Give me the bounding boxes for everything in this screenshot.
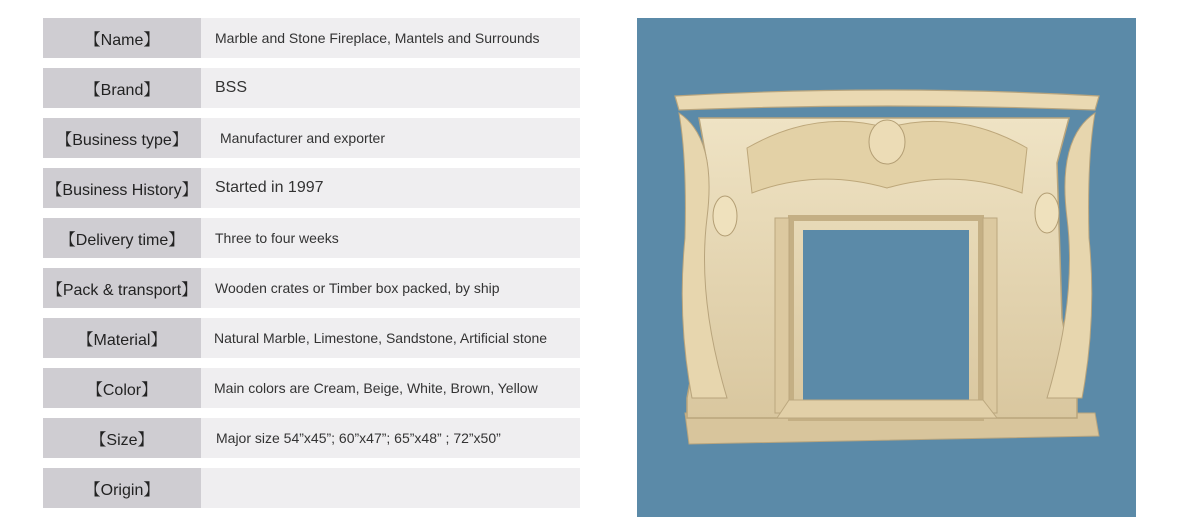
spec-row-business-type xyxy=(43,118,580,158)
spec-label: 【Material】 xyxy=(43,318,201,358)
left-pilaster xyxy=(775,218,789,413)
spec-row-size xyxy=(43,418,580,458)
spec-value: Manufacturer and exporter xyxy=(201,118,580,158)
spec-value: Major size 54”x45”; 60”x47”; 65”x48” ; 72”x50” xyxy=(201,418,580,458)
spec-label: 【Brand】 xyxy=(43,68,201,108)
spec-table xyxy=(43,18,580,518)
hearth xyxy=(777,400,997,418)
spec-row-business-history xyxy=(43,168,580,208)
spec-label: 【Business History】 xyxy=(43,168,201,208)
spec-label: 【Size】 xyxy=(43,418,201,458)
right-medallion xyxy=(1035,193,1059,233)
spec-row-origin xyxy=(43,468,580,508)
spec-value xyxy=(201,468,580,508)
spec-label: 【Business type】 xyxy=(43,118,201,158)
product-photo xyxy=(637,18,1136,517)
firebox-opening xyxy=(803,230,969,402)
spec-value: Started in 1997 xyxy=(201,168,580,208)
cartouche-face xyxy=(869,120,905,164)
spec-value: Marble and Stone Fireplace, Mantels and Surrounds xyxy=(201,18,580,58)
spec-row-delivery-time xyxy=(43,218,580,258)
spec-row-pack-transport xyxy=(43,268,580,308)
spec-label: 【Pack & transport】 xyxy=(43,268,201,308)
spec-row-color xyxy=(43,368,580,408)
spec-label: 【Origin】 xyxy=(43,468,201,508)
spec-value: Natural Marble, Limestone, Sandstone, Artificial stone xyxy=(201,318,580,358)
mantel-shelf xyxy=(675,90,1099,110)
spec-value: BSS xyxy=(201,68,580,108)
fireplace-illustration xyxy=(637,18,1136,517)
spec-row-material xyxy=(43,318,580,358)
spec-row-brand xyxy=(43,68,580,108)
spec-label: 【Name】 xyxy=(43,18,201,58)
right-pilaster xyxy=(983,218,997,413)
spec-value: Main colors are Cream, Beige, White, Brown, Yellow xyxy=(201,368,580,408)
spec-value: Three to four weeks xyxy=(201,218,580,258)
spec-label: 【Delivery time】 xyxy=(43,218,201,258)
spec-row-name xyxy=(43,18,580,58)
left-medallion xyxy=(713,196,737,236)
spec-label: 【Color】 xyxy=(43,368,201,408)
spec-value: Wooden crates or Timber box packed, by ship xyxy=(201,268,580,308)
